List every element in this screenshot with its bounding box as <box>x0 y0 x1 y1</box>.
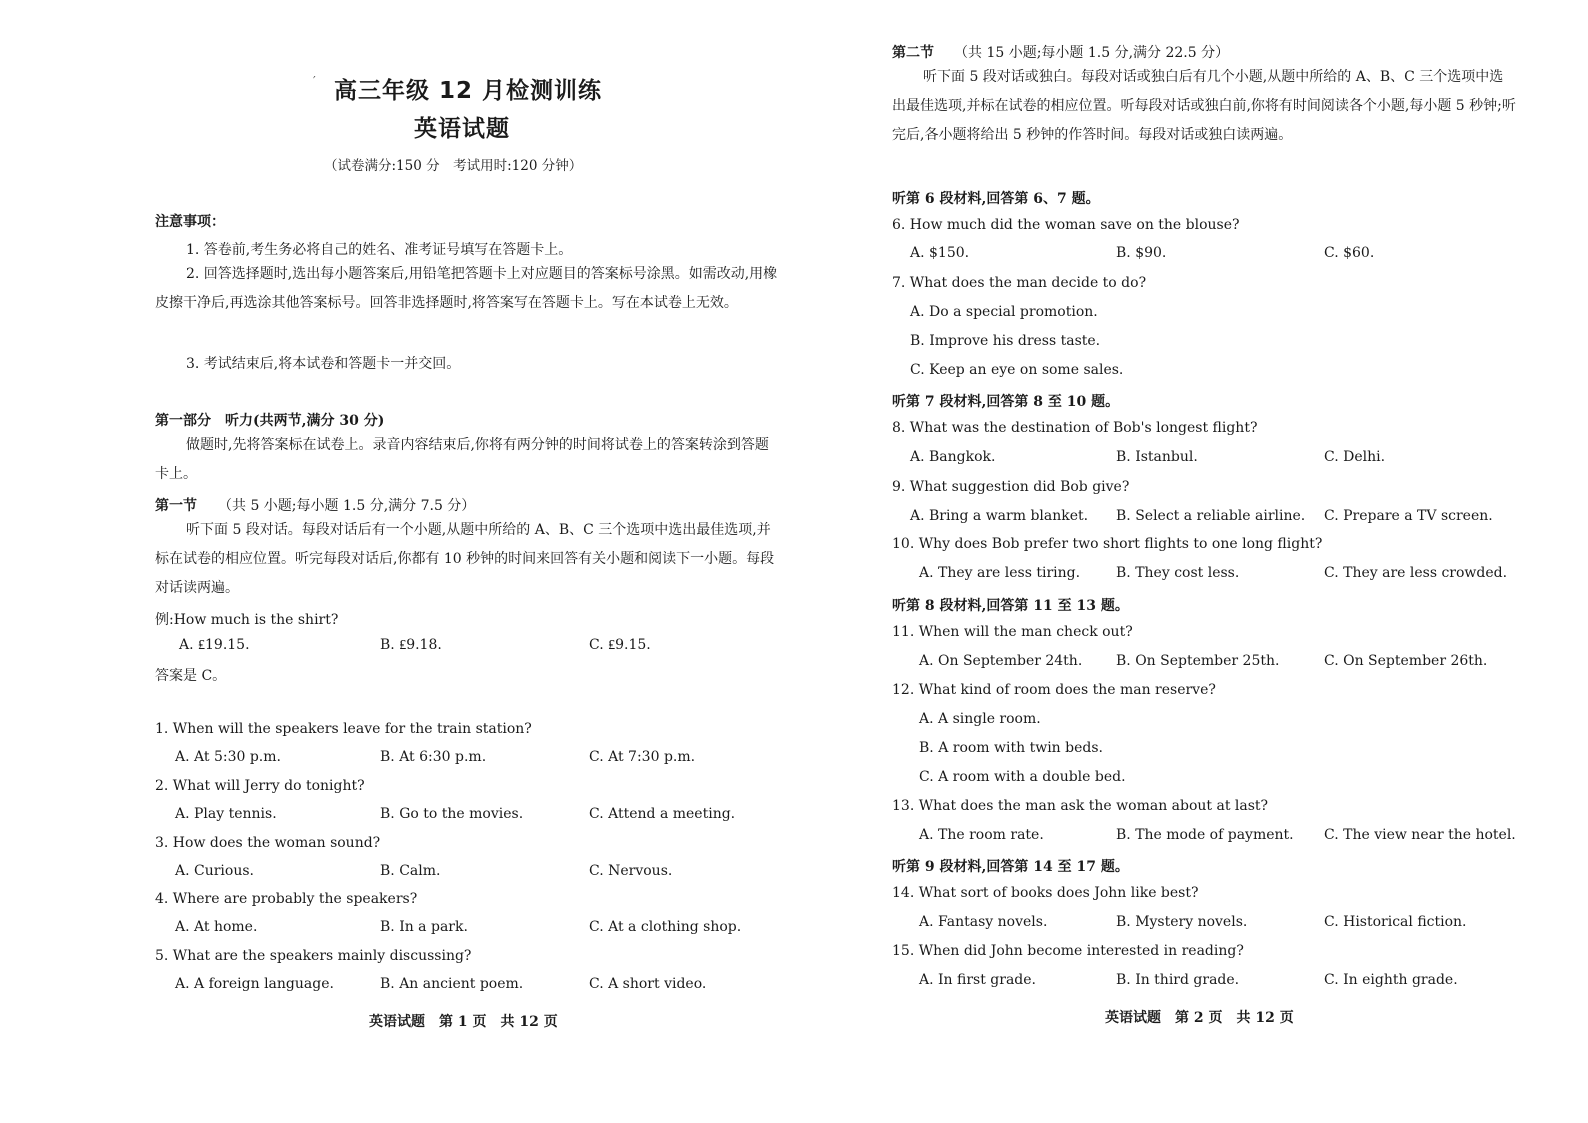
exam-meta: （试卷满分:150 分 考试用时:120 分钟） <box>324 158 583 174</box>
q9-option-a: A. Bring a warm blanket. <box>910 508 1089 524</box>
q7-option-b: B. Improve his dress taste. <box>910 333 1101 349</box>
q8-option-a: A. Bangkok. <box>910 449 996 465</box>
q12-option-b: B. A room with twin beds. <box>919 740 1103 756</box>
q4-option-c: C. At a clothing shop. <box>589 919 742 935</box>
example-option-a: A. ₤19.15. <box>179 637 250 653</box>
section2-label: 第二节 <box>892 45 934 61</box>
q13-option-b: B. The mode of payment. <box>1116 827 1294 843</box>
question-10: 10. Why does Bob prefer two short flights to one long flight? <box>892 536 1323 552</box>
notice-heading: 注意事项： <box>155 214 225 230</box>
question-4: 4. Where are probably the speakers? <box>155 891 418 907</box>
q4-option-b: B. In a park. <box>380 919 468 935</box>
exam-title: 高三年级 12 月检测训练 <box>334 78 603 104</box>
q1-option-b: B. At 6:30 p.m. <box>380 749 487 765</box>
q2-option-b: B. Go to the movies. <box>380 806 524 822</box>
q15-option-a: A. In first grade. <box>919 972 1036 988</box>
part1-heading: 第一部分 听力(共两节,满分 30 分) <box>155 413 385 429</box>
q15-option-c: C. In eighth grade. <box>1324 972 1458 988</box>
question-14: 14. What sort of books does John like best? <box>892 885 1199 901</box>
q5-option-b: B. An ancient poem. <box>380 976 524 992</box>
q14-option-b: B. Mystery novels. <box>1116 914 1248 930</box>
section1-label: 第一节 <box>155 498 197 514</box>
question-5: 5. What are the speakers mainly discussing? <box>155 948 472 964</box>
q6-option-c: C. $60. <box>1324 245 1375 261</box>
group-label-6: 听第 6 段材料,回答第 6、7 题。 <box>892 191 1100 207</box>
q13-option-a: A. The room rate. <box>919 827 1044 843</box>
scan-mark: ′ <box>313 74 316 88</box>
q14-option-a: A. Fantasy novels. <box>919 914 1048 930</box>
q12-option-a: A. A single room. <box>919 711 1041 727</box>
question-9: 9. What suggestion did Bob give? <box>892 479 1130 495</box>
q3-option-c: C. Nervous. <box>589 863 673 879</box>
page-footer: 英语试题 第 1 页 共 12 页 <box>369 1014 558 1030</box>
section1-intro: 听下面 5 段对话。每段对话后有一个小题,从题中所给的 A、B、C 三个选项中选出最佳选项,并标在试卷的相应位置。听完每段对话后,你都有 10 秒钟的时间来回答有关小题和阅读下一小题。每段对话读两遍。 <box>155 522 775 596</box>
example-option-c: C. ₤9.15. <box>589 637 651 653</box>
q12-option-c: C. A room with a double bed. <box>919 769 1126 785</box>
example-question: 例:How much is the shirt? <box>155 612 339 628</box>
example-option-b: B. ₤9.18. <box>380 637 442 653</box>
q4-option-a: A. At home. <box>175 919 258 935</box>
q9-option-c: C. Prepare a TV screen. <box>1324 508 1493 524</box>
q2-option-c: C. Attend a meeting. <box>589 806 736 822</box>
section2-intro: 听下面 5 段对话或独白。每段对话或独白后有几个小题,从题中所给的 A、B、C 三个选项中选出最佳选项,并标在试卷的相应位置。听每段对话或独白前,你将有时间阅读各个小题,每小题 5 秒钟;听完后,各小题将给出 5 秒钟的作答时间。每段对话或独白读两遍。 <box>892 69 1516 143</box>
q7-option-a: A. Do a special promotion. <box>910 304 1098 320</box>
q6-option-b: B. $90. <box>1116 245 1167 261</box>
part1-intro: 做题时,先将答案标在试卷上。录音内容结束后,你将有两分钟的时间将试卷上的答案转涂到答题卡上。 <box>155 437 769 482</box>
page-footer: 英语试题 第 2 页 共 12 页 <box>1105 1010 1294 1026</box>
q11-option-a: A. On September 24th. <box>919 653 1083 669</box>
q10-option-b: B. They cost less. <box>1116 565 1240 581</box>
notice-item-2: 2. 回答选择题时,选出每小题答案后,用铅笔把答题卡上对应题目的答案标号涂黑。如需改动,用橡皮擦干净后,再选涂其他答案标号。回答非选择题时,将答案写在答题卡上。写在本试卷上无效。 <box>155 266 778 311</box>
question-1: 1. When will the speakers leave for the train station? <box>155 721 532 737</box>
q15-option-b: B. In third grade. <box>1116 972 1240 988</box>
q1-option-a: A. At 5:30 p.m. <box>175 749 281 765</box>
section1-info: （共 5 小题;每小题 1.5 分,满分 7.5 分） <box>218 498 476 514</box>
question-12: 12. What kind of room does the man reserve? <box>892 682 1216 698</box>
question-13: 13. What does the man ask the woman about at last? <box>892 798 1269 814</box>
question-6: 6. How much did the woman save on the blouse? <box>892 217 1240 233</box>
question-11: 11. When will the man check out? <box>892 624 1133 640</box>
group-label-8: 听第 8 段材料,回答第 11 至 13 题。 <box>892 598 1129 614</box>
example-answer: 答案是 C。 <box>155 668 227 684</box>
right-page <box>794 0 1588 1123</box>
notice-item-1: 1. 答卷前,考生务必将自己的姓名、准考证号填写在答题卡上。 <box>186 242 573 258</box>
q8-option-b: B. Istanbul. <box>1116 449 1198 465</box>
q1-option-c: C. At 7:30 p.m. <box>589 749 696 765</box>
question-15: 15. When did John become interested in reading? <box>892 943 1244 959</box>
q5-option-c: C. A short video. <box>589 976 707 992</box>
q10-option-c: C. They are less crowded. <box>1324 565 1508 581</box>
q5-option-a: A. A foreign language. <box>175 976 334 992</box>
exam-subject-title: 英语试题 <box>414 116 510 142</box>
q13-option-c: C. The view near the hotel. <box>1324 827 1516 843</box>
q7-option-c: C. Keep an eye on some sales. <box>910 362 1124 378</box>
q9-option-b: B. Select a reliable airline. <box>1116 508 1306 524</box>
question-8: 8. What was the destination of Bob's longest flight? <box>892 420 1258 436</box>
section2-info: （共 15 小题;每小题 1.5 分,满分 22.5 分） <box>954 45 1230 61</box>
notice-item-3: 3. 考试结束后,将本试卷和答题卡一并交回。 <box>186 356 461 372</box>
q8-option-c: C. Delhi. <box>1324 449 1386 465</box>
question-3: 3. How does the woman sound? <box>155 835 381 851</box>
q11-option-b: B. On September 25th. <box>1116 653 1280 669</box>
question-7: 7. What does the man decide to do? <box>892 275 1147 291</box>
q3-option-a: A. Curious. <box>175 863 254 879</box>
group-label-9: 听第 9 段材料,回答第 14 至 17 题。 <box>892 859 1129 875</box>
q3-option-b: B. Calm. <box>380 863 441 879</box>
q2-option-a: A. Play tennis. <box>175 806 277 822</box>
q14-option-c: C. Historical fiction. <box>1324 914 1467 930</box>
question-2: 2. What will Jerry do tonight? <box>155 778 365 794</box>
q11-option-c: C. On September 26th. <box>1324 653 1488 669</box>
q6-option-a: A. $150. <box>910 245 970 261</box>
q10-option-a: A. They are less tiring. <box>919 565 1081 581</box>
group-label-7: 听第 7 段材料,回答第 8 至 10 题。 <box>892 394 1120 410</box>
